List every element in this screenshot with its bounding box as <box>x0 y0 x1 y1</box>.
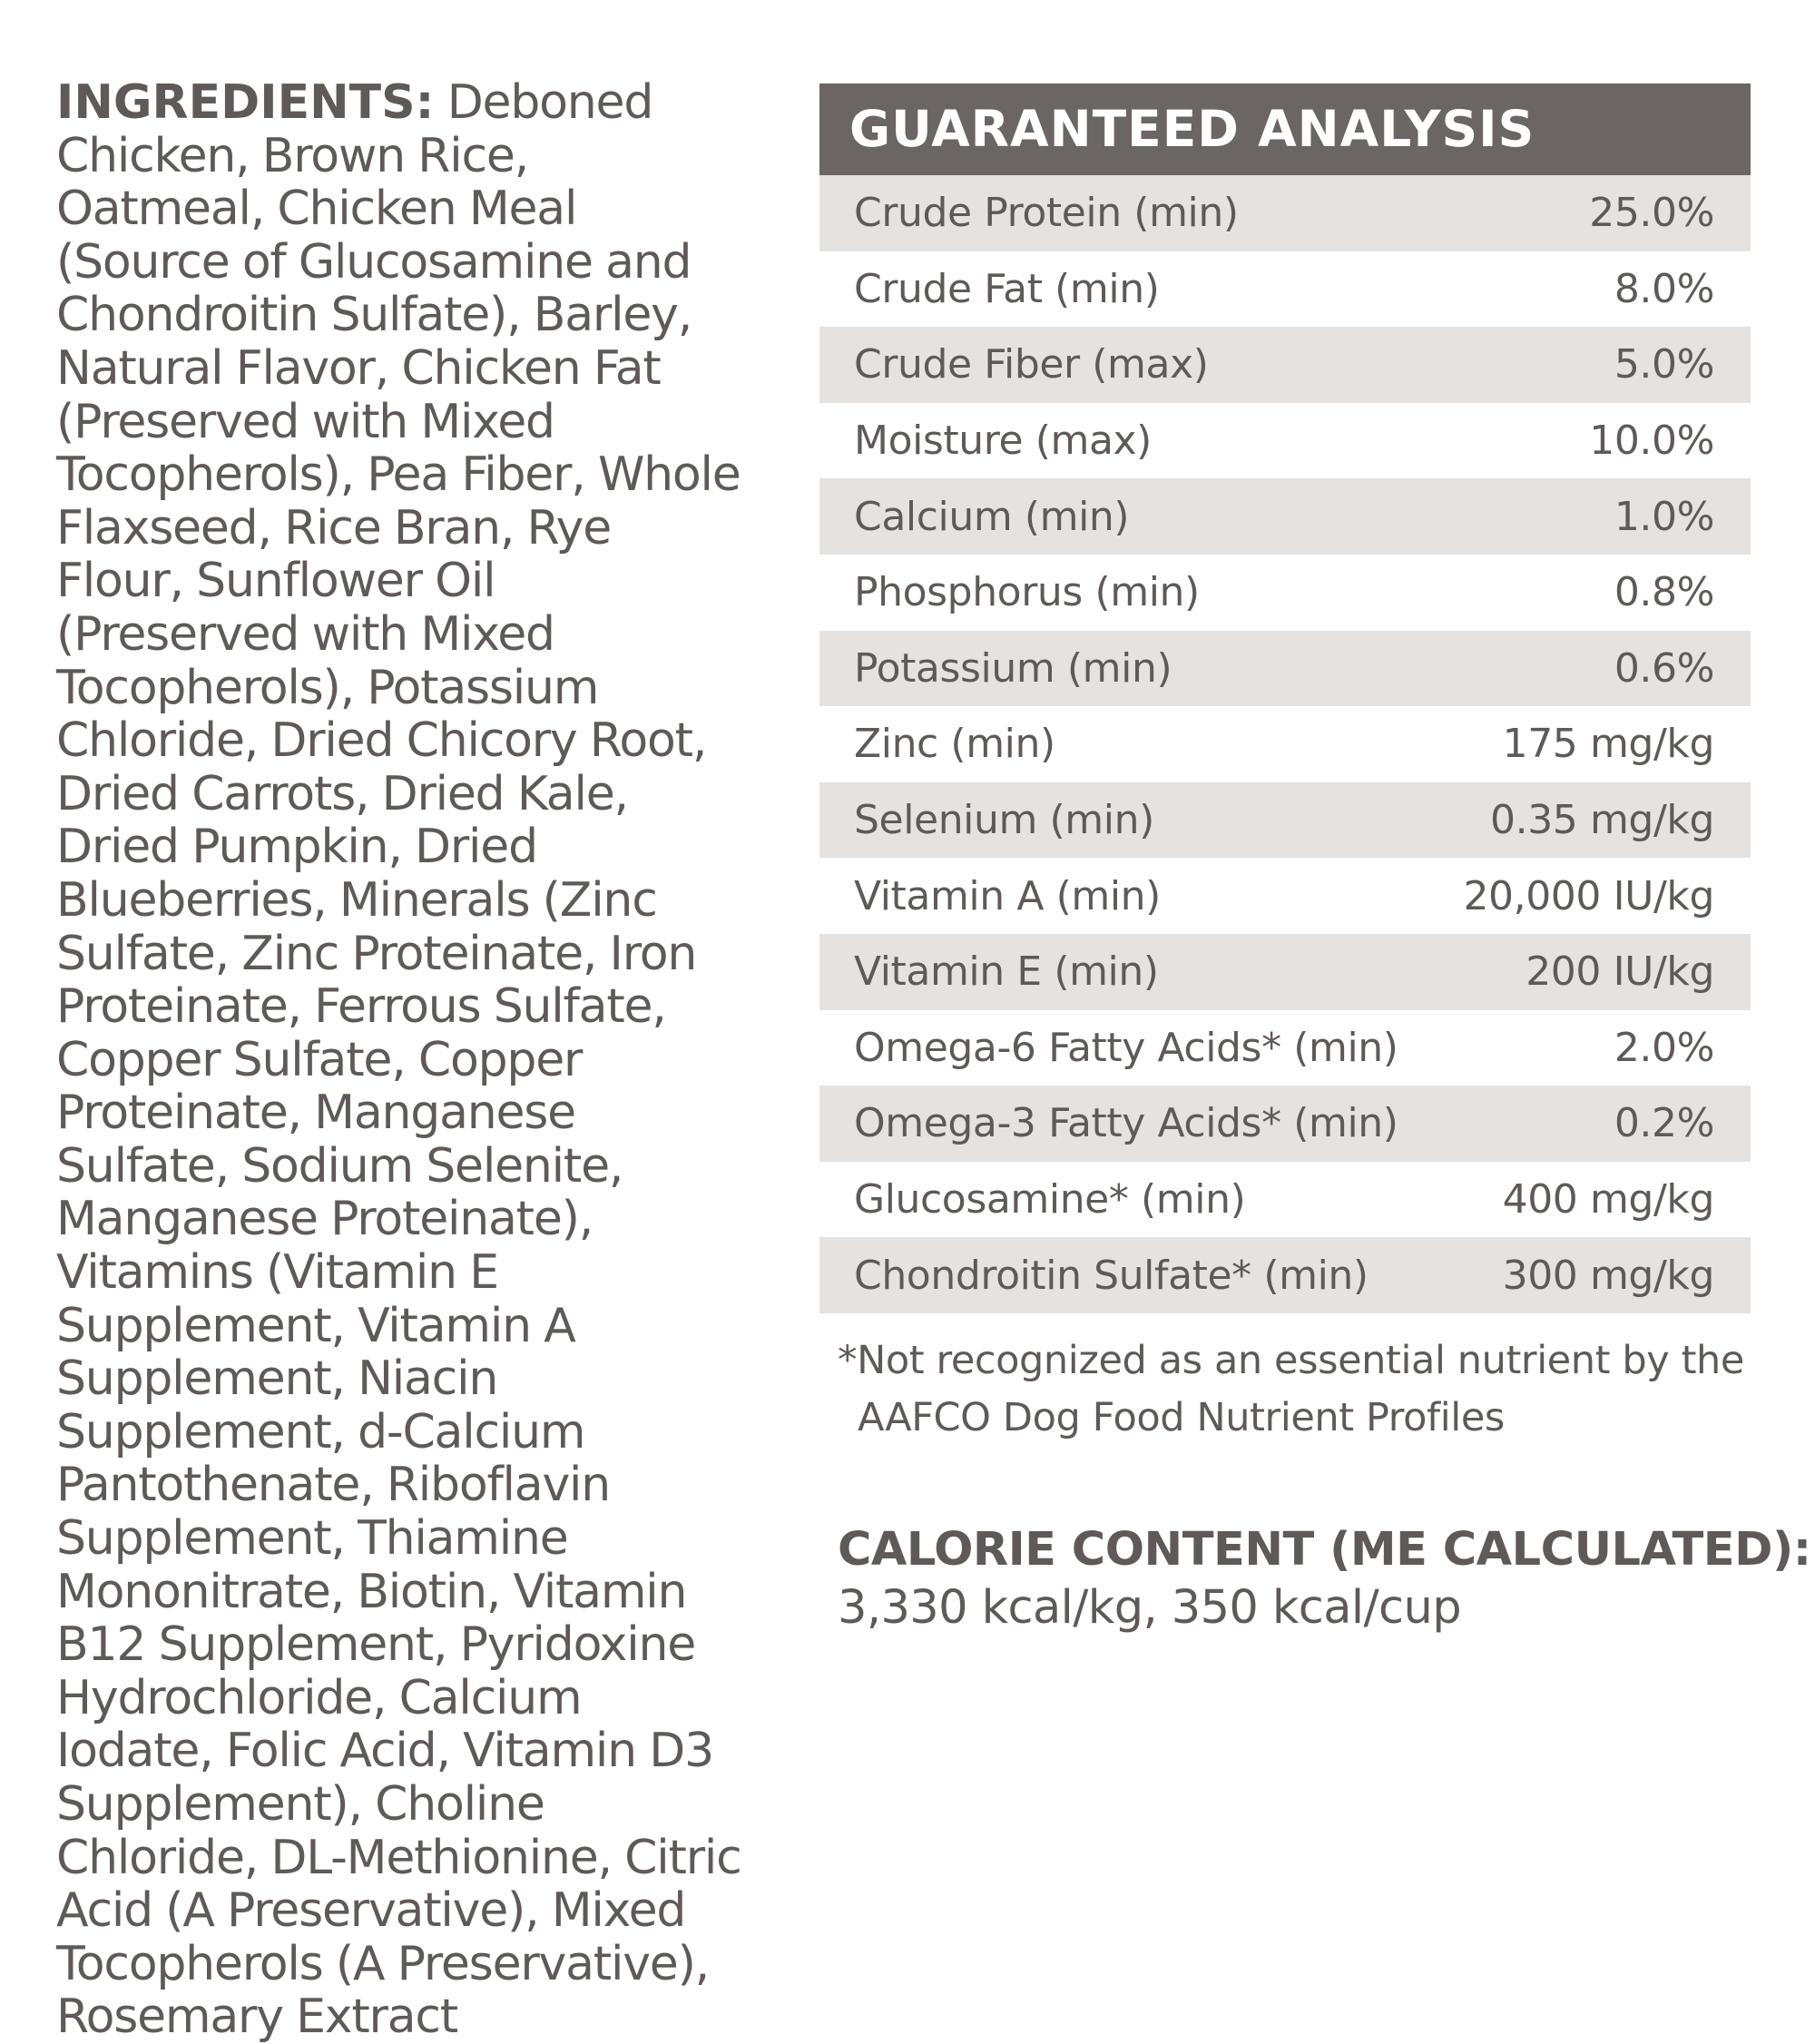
nutrient-value: 200 IU/kg <box>1526 948 1714 996</box>
aafco-footnote <box>838 1332 1745 1447</box>
calorie-heading: CALORIE CONTENT (ME CALCULATED): <box>838 1523 1811 1577</box>
nutrient-label: Vitamin E (min) <box>854 948 1159 996</box>
nutrient-label: Omega-6 Fatty Acids* (min) <box>854 1024 1398 1071</box>
ingredients-panel <box>56 76 746 2044</box>
nutrient-label: Omega-3 Fatty Acids* (min) <box>854 1100 1398 1147</box>
nutrient-value: 0.2% <box>1614 1100 1714 1147</box>
nutrient-value: 5.0% <box>1614 341 1714 388</box>
guaranteed-analysis-table <box>819 84 1751 1313</box>
nutrient-value: 0.35 mg/kg <box>1490 797 1714 844</box>
calorie-value: 3,330 kcal/kg, 350 kcal/cup <box>838 1581 1461 1635</box>
nutrient-label: Potassium (min) <box>854 644 1172 692</box>
nutrient-label: Selenium (min) <box>854 797 1154 844</box>
nutrient-value: 0.6% <box>1614 644 1714 692</box>
nutrient-label: Moisture (max) <box>854 418 1152 465</box>
nutrient-value: 175 mg/kg <box>1502 721 1714 768</box>
nutrient-value: 300 mg/kg <box>1502 1252 1714 1299</box>
analysis-row <box>819 403 1751 479</box>
nutrient-value: 1.0% <box>1614 493 1714 540</box>
nutrient-value: 20,000 IU/kg <box>1463 872 1714 919</box>
nutrient-label: Crude Protein (min) <box>854 190 1239 237</box>
nutrient-label: Glucosamine* (min) <box>854 1176 1246 1223</box>
analysis-row <box>819 706 1751 782</box>
nutrient-value: 0.8% <box>1614 569 1714 616</box>
nutrient-value: 10.0% <box>1589 418 1714 465</box>
analysis-row <box>819 478 1751 555</box>
analysis-row <box>819 175 1751 251</box>
calorie-content <box>838 1521 1811 1637</box>
footnote-line-2: AAFCO Dog Food Nutrient Profiles <box>858 1395 1505 1440</box>
nutrient-value: 2.0% <box>1614 1024 1714 1071</box>
guaranteed-analysis-title: GUARANTEED ANALYSIS <box>819 84 1751 175</box>
nutrient-value: 400 mg/kg <box>1502 1176 1714 1223</box>
analysis-row <box>819 327 1751 403</box>
nutrient-label: Zinc (min) <box>854 721 1055 768</box>
ingredients-heading: INGREDIENTS: <box>56 75 435 130</box>
nutrient-value: 8.0% <box>1614 265 1714 312</box>
nutrient-label: Calcium (min) <box>854 493 1130 540</box>
footnote-line-1: *Not recognized as an essential nutrient by the <box>838 1338 1744 1383</box>
ingredients-text: Deboned Chicken, Brown Rice, Oatmeal, Chicken Meal (Source of Glucosamine and Chondroitin Sulfate), Barley, Natural Flavor, Chicken Fat (Preserved with Mixed Tocopherols), Pea Fiber, Whole Flaxseed, Rice Bran, Rye Flour, Sunflower Oil (Preserved with Mixed Tocopherols), Potassium Chloride, Dried Chicory Root, Dried Carrots, Dried Kale, Dried Pumpkin, Dried Blueberries, Minerals (Zinc Sulfate, Zinc Proteinate, Iron Proteinate, Ferrous Sulfate, Copper Sulfate, Copper Proteinate, Manganese Sulfate, Sodium Selenite, Manganese Proteinate), Vitamins (Vitamin E Supplement, Vitamin A Supplement, Niacin Supplement, d-Calcium Pantothenate, Riboflavin Supplement, Thiamine Mononitrate, Biotin, Vitamin B12 Supplement, Pyridoxine Hydrochloride, Calcium Iodate, Folic Acid, Vitamin D3 Supplement), Choline Chloride, DL-Methionine, Citric Acid (A Preservative), Mixed Tocopherols (A Preservative), Rosemary Extract <box>56 75 741 2044</box>
analysis-row <box>819 782 1751 859</box>
nutrient-label: Phosphorus (min) <box>854 569 1200 616</box>
nutrient-label: Crude Fat (min) <box>854 265 1160 312</box>
analysis-row <box>819 251 1751 328</box>
nutrient-label: Crude Fiber (max) <box>854 341 1209 388</box>
analysis-row <box>819 934 1751 1010</box>
analysis-rows <box>819 175 1751 1313</box>
nutrient-value: 25.0% <box>1589 190 1714 237</box>
nutrient-label: Chondroitin Sulfate* (min) <box>854 1252 1369 1299</box>
analysis-row <box>819 1010 1751 1086</box>
analysis-row <box>819 1086 1751 1162</box>
analysis-row <box>819 1162 1751 1238</box>
analysis-row <box>819 858 1751 934</box>
analysis-row <box>819 631 1751 707</box>
analysis-row <box>819 1237 1751 1313</box>
nutrient-label: Vitamin A (min) <box>854 872 1161 919</box>
analysis-row <box>819 555 1751 631</box>
